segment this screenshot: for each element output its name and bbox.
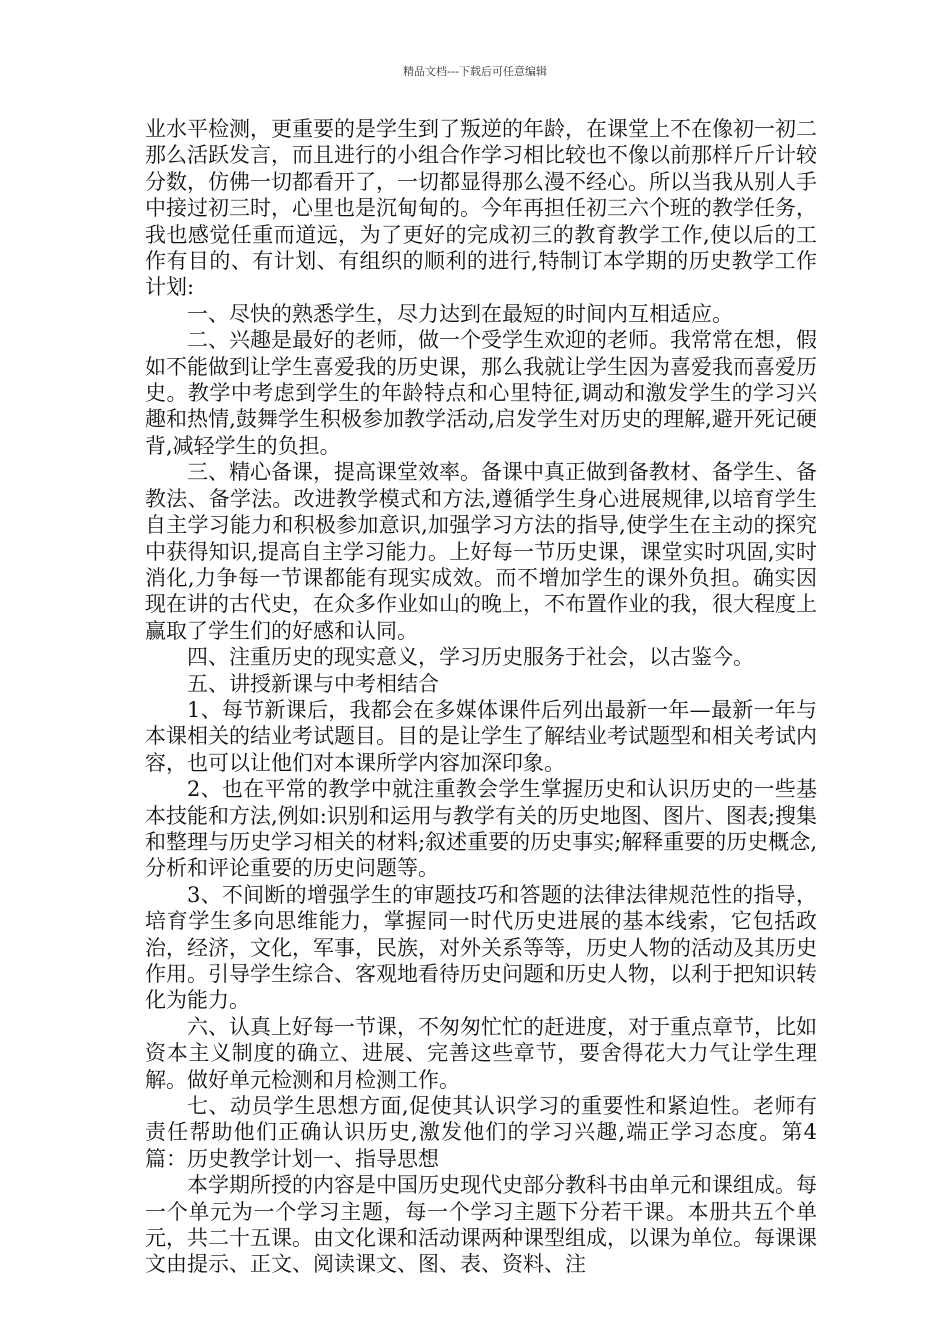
paragraph: 业水平检测，更重要的是学生到了叛逆的年龄，在课堂上不在像初一初二那么活跃发言，而且进行的小组合作学习相比较也不像以前那样斤斤计较分数，仿佛一切都看开了，一切都显得那么漫不经心。所以当我从别人手中接过初三时，心里也是沉甸甸的。今年再担任初三六个班的教学任务，我也感觉任重而道远，为了更好的完成初三的教育教学工作,使以后的工作有目的、有计划、有组织的顺利的进行,特制订本学期的历史教学工作计划: <box>145 117 817 300</box>
paragraph: 二、兴趣是最好的老师，做一个受学生欢迎的老师。我常常在想，假如不能做到让学生喜爱我的历史课，那么我就让学生因为喜爱我而喜爱历史。教学中考虑到学生的年龄特点和心里特征,调动和激发学生的学习兴趣和热情,鼓舞学生积极参加教学活动,启发学生对历史的理解,避开死记硬背,减轻学生的负担。 <box>145 328 817 458</box>
paragraph: 本学期所授的内容是中国历史现代史部分教科书由单元和课组成。每一个单元为一个学习主题，每一个学习主题下分若干课。本册共五个单元，共二十五课。由文化课和活动课两种课型组成，以课为单位。每课课文由提示、正文、阅读课文、图、表、资料、注 <box>145 1173 817 1277</box>
paragraph: 五、讲授新课与中考相结合 <box>187 671 439 696</box>
paragraph: 四、注重历史的现实意义，学习历史服务于社会，以古鉴今。 <box>187 645 754 670</box>
paragraph: 七、动员学生思想方面,促使其认识学习的重要性和紧迫性。老师有责任帮助他们正确认识历史,激发他们的学习兴趣,端正学习态度。第4篇：历史教学计划一、指导思想 <box>145 1094 817 1171</box>
paragraph: 1、每节新课后，我都会在多媒体课件后列出最新一年—最新一年与本课相关的结业考试题目。目的是让学生了解结业考试题型和相关考试内容，也可以让他们对本课所学内容加深印象。 <box>145 697 817 775</box>
paragraph: 一、尽快的熟悉学生，尽力达到在最短的时间内互相适应。 <box>187 301 733 326</box>
paragraph: 三、精心备课，提高课堂效率。备课中真正做到备教材、备学生、备教法、备学法。改进教学模式和方法,遵循学生身心进展规律,以培育学生自主学习能力和积极参加意识,加强学习方法的指导,使学生在主动的探究中获得知识,提高自主学习能力。上好每一节历史课，课堂实时巩固,实时消化,力争每一节课都能有现实成效。而不增加学生的课外负担。确实因现在讲的古代史，在众多作业如山的晚上，不布置作业的我，很大程度上赢取了学生们的好感和认同。 <box>145 460 817 643</box>
paragraph: 六、认真上好每一节课，不匆匆忙忙的赶进度，对于重点章节，比如资本主义制度的确立、进展、完善这些章节，要舍得花大力气让学生理解。做好单元检测和月检测工作。 <box>145 1014 817 1092</box>
page-header: 精品文档---下载后可任意编辑 <box>403 65 547 78</box>
document-body <box>145 116 817 1278</box>
paragraph: 2、也在平常的教学中就注重教会学生掌握历史和认识历史的一些基本技能和方法,例如:识别和运用与教学有关的历史地图、图片、图表;搜集和整理与历史学习相关的材料;叙述重要的历史事实;解释重要的历史概念,分析和评论重要的历史问题等。 <box>145 777 817 881</box>
paragraph: 3、不间断的增强学生的审题技巧和答题的法律法律规范性的指导，培育学生多向思维能力，掌握同一时代历史进展的基本线索，它包括政治，经济，文化，军事，民族，对外关系等等，历史人物的活动及其历史作用。引导学生综合、客观地看待历史问题和历史人物，以利于把知识转化为能力。 <box>145 882 817 1013</box>
